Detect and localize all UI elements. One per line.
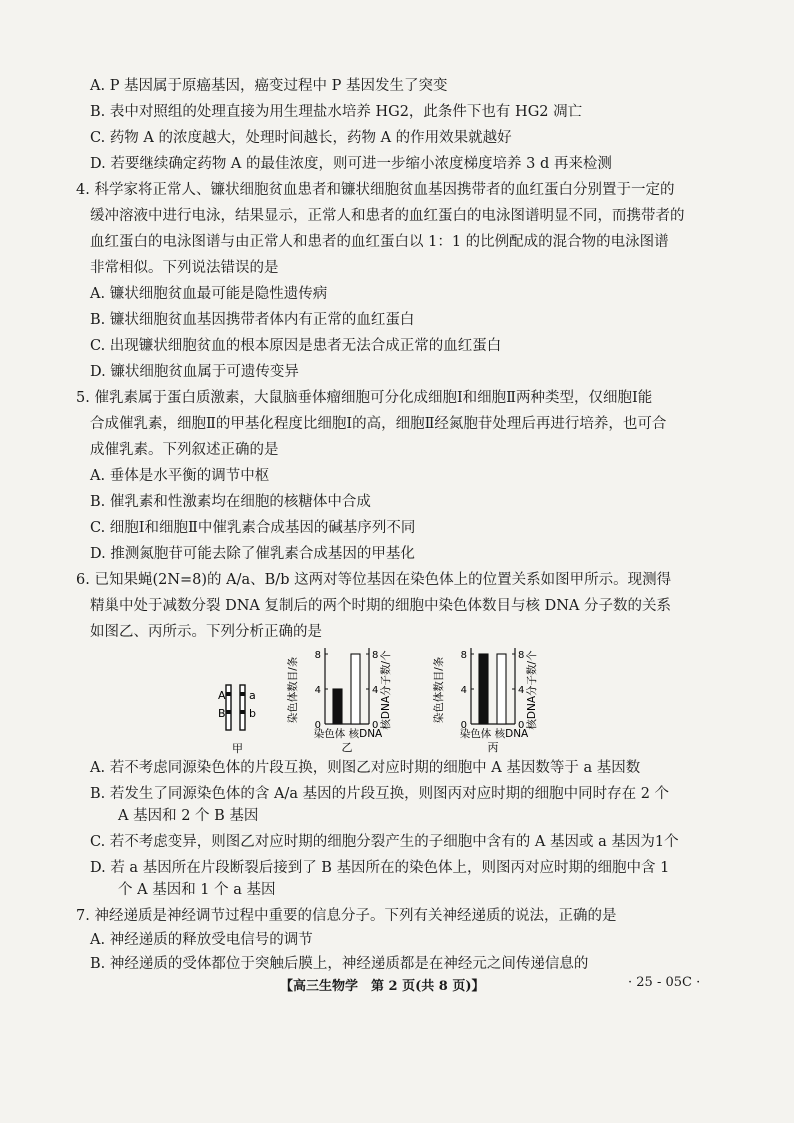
q6-figure <box>0 640 794 760</box>
q6-stem-line-2: 精巢中处于减数分裂 DNA 复制后的两个时期的细胞中染色体数目与核 DNA 分子数的关系 <box>90 598 672 614</box>
q7-option-b: B. 神经递质的受体都位于突触后膜上，神经递质都是在神经元之间传递信息的 <box>90 956 589 972</box>
q7-option-a: A. 神经递质的释放受电信号的调节 <box>90 932 313 948</box>
bar-chromosome <box>479 654 488 724</box>
q6-option-b-line-1: B. 若发生了同源染色体的含 A/a 基因的片段互换，则图丙对应时期的细胞中同时存在 2 个 <box>90 786 670 802</box>
tick-label-right: 8 <box>372 650 379 661</box>
q6-option-c: C. 若不考虑变异，则图乙对应时期的细胞分裂产生的子细胞中含有的 A 基因或 a 基因为1个 <box>90 834 679 850</box>
q4-option-d: D. 镰状细胞贫血属于可遗传变异 <box>90 364 299 380</box>
tick-label-right: 4 <box>372 685 379 696</box>
ylabel-right: 核DNA分子数/个 <box>380 650 392 730</box>
q5-stem-line-1: 5. 催乳素属于蛋白质激素，大鼠脑垂体瘤细胞可分化成细胞Ⅰ和细胞Ⅱ两种类型，仅细胞Ⅰ能 <box>76 390 653 406</box>
q6-stem-line-1: 6. 已知果蝇(2N=8)的 A/a、B/b 这两对等位基因在染色体上的位置关系如图甲所示。现测得 <box>76 572 672 588</box>
tick-label-right: 0 <box>518 720 525 731</box>
bar-dna <box>351 654 360 724</box>
tick-label-left: 8 <box>314 650 321 661</box>
q4-stem-line-1: 4. 科学家将正常人、镰状细胞贫血患者和镰状细胞贫血基因携带者的血红蛋白分别置于一定的 <box>76 182 675 198</box>
tick-label-right: 0 <box>372 720 379 731</box>
locus-b-left <box>226 710 231 714</box>
tick-label-left: 4 <box>460 685 467 696</box>
chromosome-pair-diagram <box>218 685 256 755</box>
category-labels: 染色体 核DNA <box>459 728 529 740</box>
chromosome-left <box>226 685 231 730</box>
q6-stem-line-3: 如图乙、丙所示。下列分析正确的是 <box>90 624 322 640</box>
locus-a-left <box>226 692 231 696</box>
bar-chromosome <box>333 689 342 724</box>
gene-A-label: A <box>218 689 226 702</box>
gene-b-label: b <box>249 707 256 720</box>
ylabel-left: 染色体数目/条 <box>433 656 445 724</box>
q5-option-d: D. 推测氮胞苷可能去除了催乳素合成基因的甲基化 <box>90 546 415 562</box>
q7-stem-line-1: 7. 神经递质是神经调节过程中重要的信息分子。下列有关神经递质的说法，正确的是 <box>76 908 617 924</box>
q3-option-b: B. 表中对照组的处理直接为用生理盐水培养 HG2，此条件下也有 HG2 凋亡 <box>90 104 583 120</box>
q6-option-d-line-2: 个 A 基因和 1 个 a 基因 <box>118 882 276 898</box>
q5-option-a: A. 垂体是水平衡的调节中枢 <box>90 468 270 484</box>
q6-option-d-line-1: D. 若 a 基因所在片段断裂后接到了 B 基因所在的染色体上，则图丙对应时期的细胞中含 1 <box>90 860 670 876</box>
q3-option-c: C. 药物 A 的浓度越大，处理时间越长，药物 A 的作用效果就越好 <box>90 130 512 146</box>
footer-page-info: 【高三生物学 第 2 页(共 8 页)】 <box>280 979 485 994</box>
locus-a-right <box>240 692 245 696</box>
category-labels: 染色体 核DNA <box>313 728 383 740</box>
tick-label-left: 8 <box>460 650 467 661</box>
tick-label-left: 4 <box>314 685 321 696</box>
q4-stem-line-3: 血红蛋白的电泳图谱与由正常人和患者的血红蛋白以 1：1 的比例配成的混合物的电泳图谱 <box>90 234 669 250</box>
q3-option-a: A. P 基因属于原癌基因，癌变过程中 P 基因发生了突变 <box>90 78 448 94</box>
figure-jia-label: 甲 <box>232 742 243 755</box>
tick-label-right: 4 <box>518 685 525 696</box>
tick-label-right: 8 <box>518 650 525 661</box>
gene-a-label: a <box>249 689 256 702</box>
bar-dna <box>497 654 506 724</box>
q4-option-b: B. 镰状细胞贫血基因携带者体内有正常的血红蛋白 <box>90 312 415 328</box>
q4-stem-line-4: 非常相似。下列说法错误的是 <box>90 260 279 276</box>
chart-bing <box>432 648 538 754</box>
chart-name-label: 丙 <box>487 741 499 754</box>
q4-option-c: C. 出现镰状细胞贫血的根本原因是患者无法合成正常的血红蛋白 <box>90 338 502 354</box>
ylabel-left: 染色体数目/条 <box>287 656 299 724</box>
ylabel-right: 核DNA分子数/个 <box>526 650 538 730</box>
q4-option-a: A. 镰状细胞贫血最可能是隐性遗传病 <box>90 286 328 302</box>
q5-option-b: B. 催乳素和性激素均在细胞的核糖体中合成 <box>90 494 371 510</box>
chromosome-right <box>240 685 245 730</box>
q6-option-a: A. 若不考虑同源染色体的片段互换，则图乙对应时期的细胞中 A 基因数等于 a 基因数 <box>90 760 641 776</box>
footer-exam-code: · 25 - 05C · <box>628 975 701 990</box>
q5-option-c: C. 细胞Ⅰ和细胞Ⅱ中催乳素合成基因的碱基序列不同 <box>90 520 416 536</box>
tick-label-left: 0 <box>314 720 321 731</box>
chart-yi <box>286 648 392 754</box>
tick-label-left: 0 <box>460 720 467 731</box>
q5-stem-line-2: 合成催乳素，细胞Ⅱ的甲基化程度比细胞Ⅰ的高，细胞Ⅱ经氮胞苷处理后再进行培养，也可合 <box>90 416 667 432</box>
gene-B-label: B <box>218 707 226 720</box>
q3-option-d: D. 若要继续确定药物 A 的最佳浓度，则可进一步缩小浓度梯度培养 3 d 再来检测 <box>90 156 612 172</box>
q4-stem-line-2: 缓冲溶液中进行电泳，结果显示，正常人和患者的血红蛋白的电泳图谱明显不同，而携带者的 <box>90 208 685 224</box>
chart-name-label: 乙 <box>341 741 353 754</box>
locus-b-right <box>240 710 245 714</box>
q5-stem-line-3: 成催乳素。下列叙述正确的是 <box>90 442 279 458</box>
q6-option-b-line-2: A 基因和 2 个 B 基因 <box>118 808 259 824</box>
